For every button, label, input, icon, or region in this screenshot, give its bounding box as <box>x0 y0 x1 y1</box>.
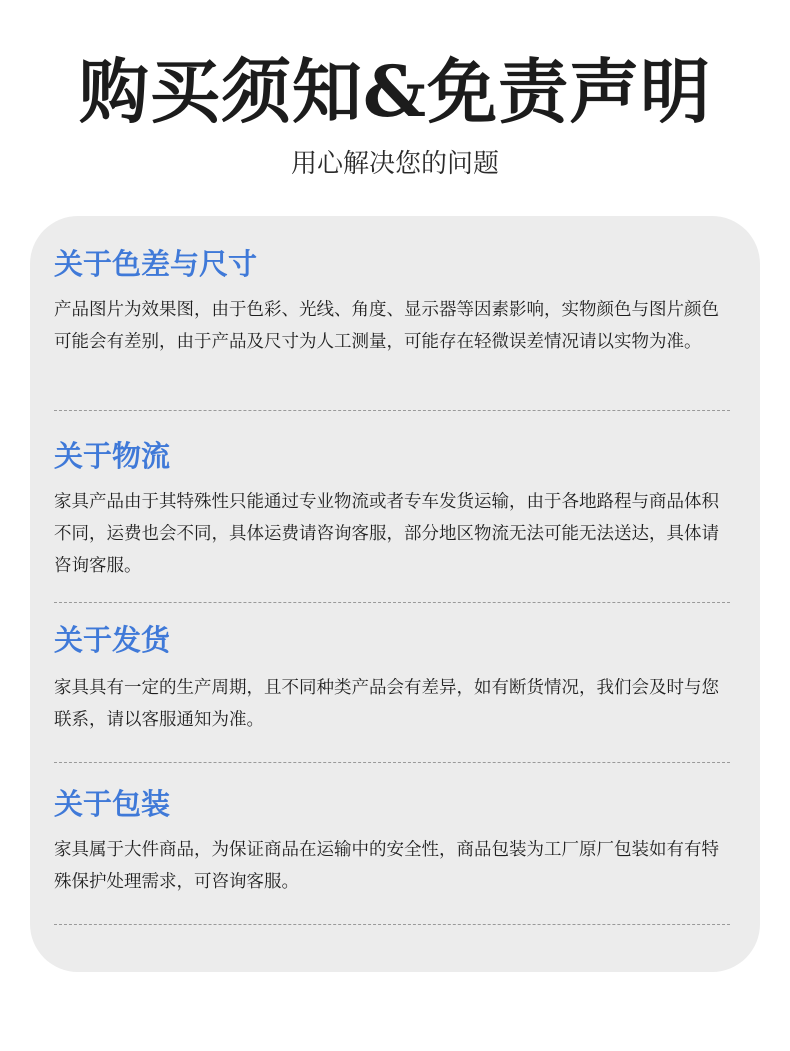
section-body: 家具具有一定的生产周期，且不同种类产品会有差异，如有断货情况，我们会及时与您联系，请以客服通知为准。 <box>54 678 719 730</box>
section-shipping <box>54 620 729 736</box>
section-heading: 关于色差与尺寸 <box>54 247 258 281</box>
section-divider <box>54 410 730 411</box>
section-heading: 关于发货 <box>54 623 171 657</box>
section-divider <box>54 924 730 925</box>
section-body: 家具属于大件商品，为保证商品在运输中的安全性，商品包装为工厂原厂包装如有有特殊保护处理需求，可咨询客服。 <box>54 840 719 892</box>
section-divider <box>54 762 730 763</box>
section-body: 家具产品由于其特殊性只能通过专业物流或者专车发货运输，由于各地路程与商品体积不同，运费也会不同，具体运费请咨询客服，部分地区物流无法可能无法送达，具体请咨询客服。 <box>54 492 719 576</box>
section-heading: 关于包装 <box>54 787 171 821</box>
page-subtitle: 用心解决您的问题 <box>290 149 499 179</box>
section-body: 产品图片为效果图，由于色彩、光线、角度、显示器等因素影响，实物颜色与图片颜色可能会有差别，由于产品及尺寸为人工测量，可能存在轻微误差情况请以实物为准。 <box>54 300 719 352</box>
section-packaging <box>54 784 729 898</box>
section-divider <box>54 602 730 603</box>
notice-card <box>30 216 760 972</box>
section-logistics <box>54 436 729 582</box>
section-color-size <box>54 244 729 358</box>
page-title: 购买须知&免责声明 <box>78 50 712 133</box>
section-heading: 关于物流 <box>54 439 171 473</box>
